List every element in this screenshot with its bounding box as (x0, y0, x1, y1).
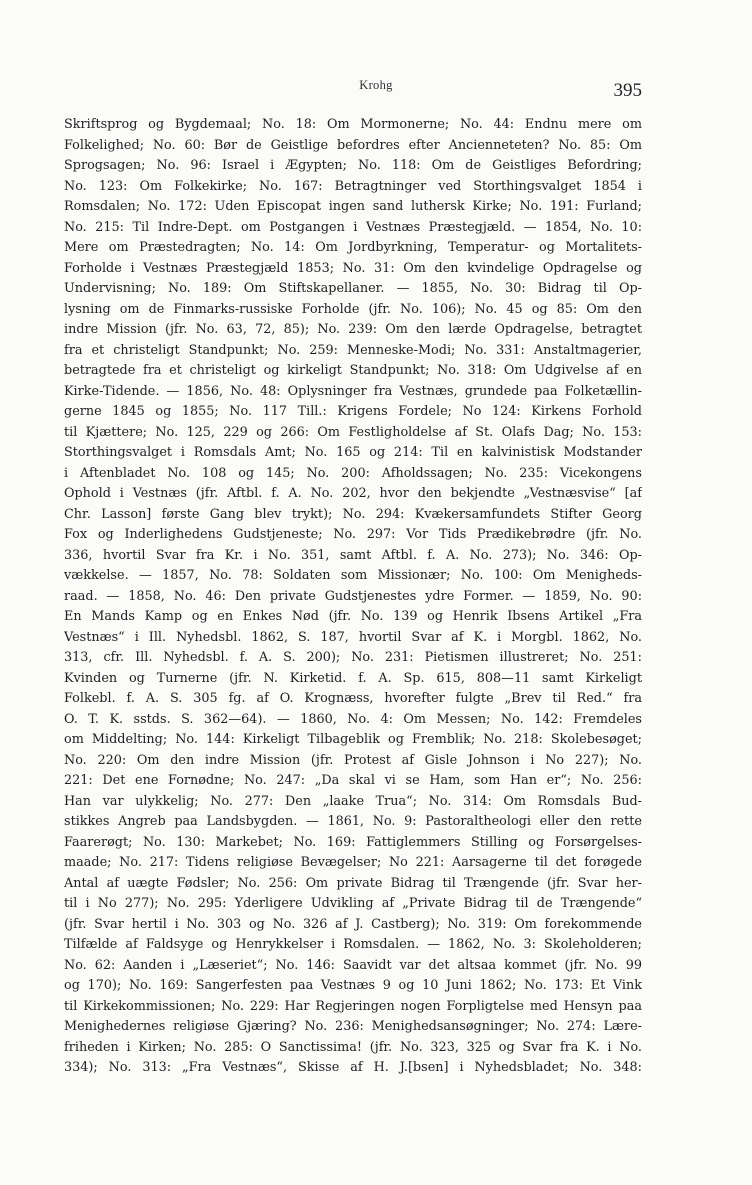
text-line: til Kjættere; No. 125, 229 og 266: Om Festligholdelse af St. Olafs Dag; No. 153: (64, 424, 642, 440)
text-line: i Aftenbladet No. 108 og 145; No. 200: Afholdssagen; No. 235: Vicekongens (64, 465, 642, 481)
text-line: Folkebl. f. A. S. 305 fg. af O. Krognæss, hvorefter fulgte „Brev til Red.“ fra (64, 691, 642, 706)
page-header (0, 74, 752, 104)
running-head: Krohg (359, 78, 393, 92)
text-line: Fox og Inderlighedens Gudstjeneste; No. 297: Vor Tids Prædikebrødre (jfr. No. (64, 527, 642, 542)
text-line: lysning om de Finmarks-russiske Forholde (jfr. No. 106); No. 45 og 85: Om den (64, 301, 642, 317)
text-line: gerne 1845 og 1855; No. 117 Till.: Krigens Fordele; No 124: Kirkens Forhold (64, 404, 642, 419)
text-line: friheden i Kirken; No. 285: O Sanctissima! (jfr. No. 323, 325 og Svar fra K. i No. (64, 1039, 642, 1055)
text-line: 221: Det ene Fornødne; No. 247: „Da skal vi se Ham, som Han er“; No. 256: (64, 773, 642, 788)
text-line: Forholde i Vestnæs Præstegjæld 1853; No. 31: Om den kvindelige Opdragelse og (64, 260, 642, 276)
text-line: 313, cfr. Ill. Nyhedsbl. f. A. S. 200); No. 231: Pietismen illustreret; No. 251: (64, 650, 642, 665)
text-line: En Mands Kamp og en Enkes Nød (jfr. No. 139 og Henrik Ibsens Artikel „Fra (64, 609, 642, 624)
text-line: Antal af uægte Fødsler; No. 256: Om private Bidrag til Trængende (jfr. Svar her- (64, 875, 642, 891)
text-line: indre Mission (jfr. No. 63, 72, 85); No. 239: Om den lærde Opdragelse, betragtet (64, 322, 642, 337)
text-line: Mere om Præstedragten; No. 14: Om Jordbyrkning, Temperatur- og Mortalitets- (64, 240, 642, 255)
text-line: No. 123: Om Folkekirke; No. 167: Betragtninger ved Storthingsvalget 1854 i (64, 178, 642, 194)
text-line: Romsdalen; No. 172: Uden Episcopat ingen sand luthersk Kirke; No. 191: Furland; (64, 199, 642, 214)
text-line: No. 220: Om den indre Mission (jfr. Protest af Gisle Johnson i No 227); No. (64, 752, 642, 768)
text-line: Sprogsagen; No. 96: Israel i Ægypten; No. 118: Om de Geistliges Befordring; (64, 158, 642, 173)
text-line: vækkelse. — 1857, No. 78: Soldaten som Missionær; No. 100: Om Menigheds- (64, 568, 642, 583)
text-line: Ophold i Vestnæs (jfr. Aftbl. f. A. No. 202, hvor den bekjendte „Vestnæsvise“ [af (64, 486, 642, 501)
text-line: stikkes Angreb paa Landsbygden. — 1861, No. 9: Pastoraltheologi eller den rette (64, 814, 642, 829)
text-line: og 170); No. 169: Sangerfesten paa Vestnæs 9 og 10 Juni 1862; No. 173: Et Vink (64, 978, 642, 993)
text-line: betragtede fra et christeligt og kirkeligt Standpunkt; No. 318: Om Udgivelse af en (64, 363, 642, 378)
text-line: til i No 277); No. 295: Yderligere Udvikling af „Private Bidrag til de Trængende“ (64, 896, 642, 911)
text-line: Chr. Lasson] første Gang blev trykt); No. 294: Kvækersamfundets Stifter Georg (64, 506, 642, 522)
text-line: Kvinden og Turnerne (jfr. N. Kirketid. f. A. Sp. 615, 808—11 samt Kirkeligt (64, 670, 642, 686)
text-line: Storthingsvalget i Romsdals Amt; No. 165 og 214: Til en kalvinistisk Modstander (64, 445, 642, 460)
body-text (64, 115, 642, 1079)
text-line: Skriftsprog og Bygdemaal; No. 18: Om Mormonerne; No. 44: Endnu mere om (64, 117, 642, 132)
text-line: Tilfælde af Faldsyge og Henrykkelser i Romsdalen. — 1862, No. 3: Skoleholderen; (64, 937, 642, 952)
text-line: om Middelting; No. 144: Kirkeligt Tilbageblik og Fremblik; No. 218: Skolebesøget; (64, 732, 642, 747)
text-line: Vestnæs“ i Ill. Nyhedsbl. 1862, S. 187, hvortil Svar af K. i Morgbl. 1862, No. (64, 629, 642, 645)
text-line: Folkelighed; No. 60: Bør de Geistlige befordres efter Ancienneteten? No. 85: Om (64, 137, 642, 153)
text-line: Menighedernes religiøse Gjæring? No. 236: Menighedsansøgninger; No. 274: Lære- (64, 1019, 642, 1034)
text-line: Kirke-Tidende. — 1856, No. 48: Oplysninger fra Vestnæs, grundede paa Folketællin- (64, 383, 642, 399)
text-line: Han var ulykkelig; No. 277: Den „laake Trua“; No. 314: Om Romsdals Bud- (64, 793, 642, 809)
text-line: raad. — 1858, No. 46: Den private Gudstjenestes ydre Former. — 1859, No. 90: (64, 588, 642, 604)
text-line: No. 215: Til Indre-Dept. om Postgangen i Vestnæs Præstegjæld. — 1854, No. 10: (64, 219, 642, 235)
text-line: No. 62: Aanden i „Læseriet“; No. 146: Saavidt var det altsaa kommet (jfr. No. 99 (64, 957, 642, 973)
page-number: 395 (613, 80, 642, 101)
text-line: Undervisning; No. 189: Om Stiftskapellaner. — 1855, No. 30: Bidrag til Op- (64, 281, 642, 296)
text-line: Faarerøgt; No. 130: Markebet; No. 169: Fattiglemmers Stilling og Forsørgelses- (64, 834, 642, 850)
text-line: O. T. K. sstds. S. 362—64). — 1860, No. 4: Om Messen; No. 142: Fremdeles (64, 711, 642, 727)
text-line: (jfr. Svar hertil i No. 303 og No. 326 af J. Castberg); No. 319: Om forekommende (64, 916, 642, 932)
text-line: 336, hvortil Svar fra Kr. i No. 351, samt Aftbl. f. A. No. 273); No. 346: Op- (64, 547, 642, 563)
text-line: 334); No. 313: „Fra Vestnæs“, Skisse af H. J.[bsen] i Nyhedsbladet; No. 348: (64, 1060, 642, 1075)
text-line: maade; No. 217: Tidens religiøse Bevægelser; No 221: Aarsagerne til det forøgede (64, 855, 642, 870)
text-line: fra et christeligt Standpunkt; No. 259: Menneske-Modi; No. 331: Anstaltmagerier, (64, 342, 642, 358)
text-line: til Kirkekommissionen; No. 229: Har Regjeringen nogen Forpligtelse med Hensyn paa (64, 998, 642, 1014)
